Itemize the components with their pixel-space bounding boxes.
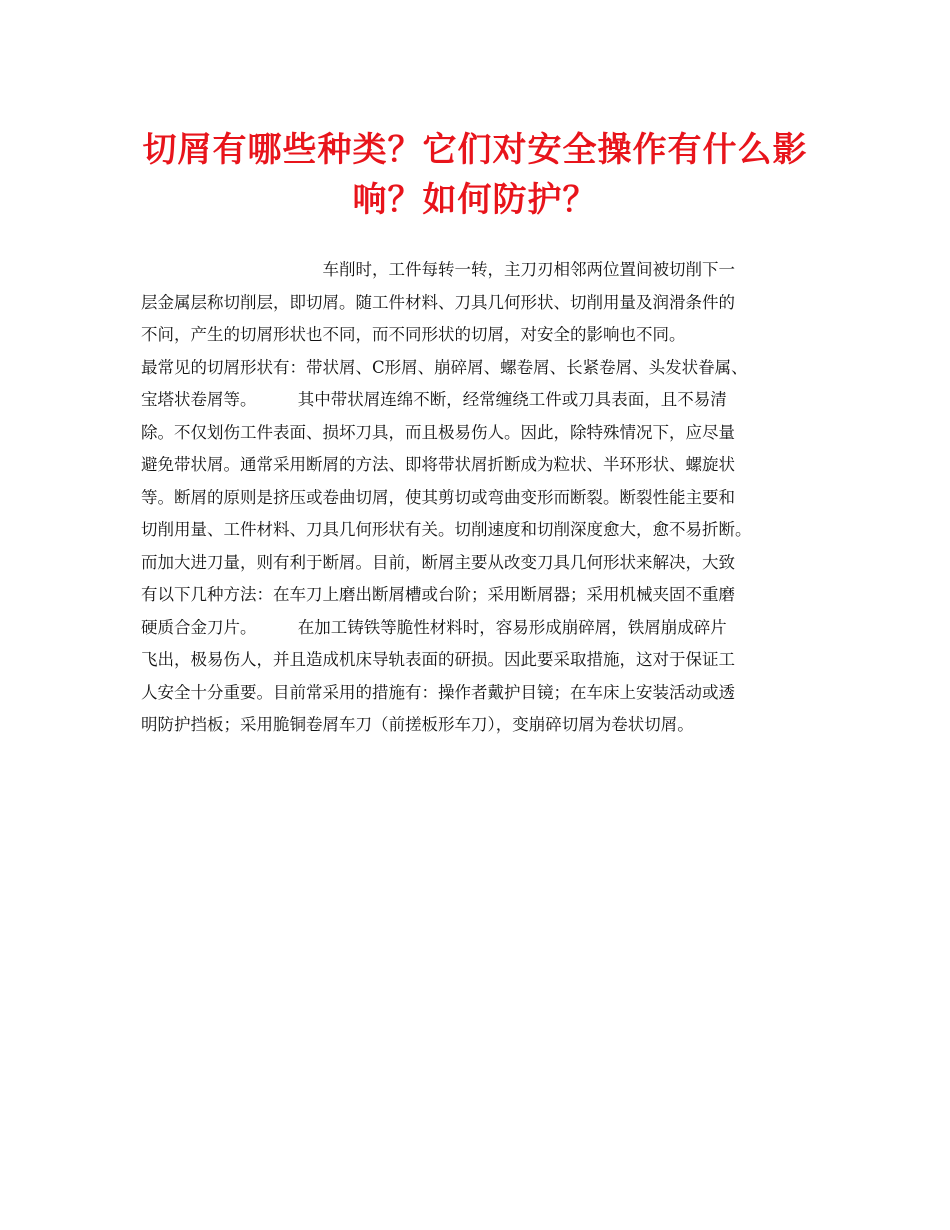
body-line: 层金属层称切削层，即切屑。随工件材料、刀具几何形状、切削用量及润滑条件的 [141,292,735,312]
body-line: 有以下几种方法：在车刀上磨出断屑槽或台阶；采用断屑器；采用机械夹固不重磨 [141,585,735,604]
body-line: 车削时，工件每转一转，主刀刃相邻两位置间被切削下一 [141,260,735,279]
body-line: 硬质合金刀片。 在加工铸铁等脆性材料时，容易形成崩碎屑，铁屑崩成碎片 [141,617,727,637]
body-line: 避免带状屑。通常采用断屑的方法、即将带状屑折断成为粒状、半环形状、螺旋状 [141,455,735,474]
body-line: 而加大进刀量，则有利于断屑。目前，断屑主要从改变刀具几何形状来解决，大致 [141,552,735,572]
body-line: 等。断屑的原则是挤压或卷曲切屑，使其剪切或弯曲变形而断裂。断裂性能主要和 [141,487,735,507]
body-line: 不问，产生的切屑形状也不同，而不同形状的切屑，对安全的影响也不同。 [141,325,686,344]
body-line: 切削用量、工件材料、刀具几何形状有关。切削速度和切削深度愈大，愈不易折断。 [141,520,752,539]
body-line: 人安全十分重要。目前常采用的措施有：操作者戴护目镜；在车床上安装活动或透 [141,682,735,702]
document-title [120,125,830,225]
title-line: 响？如何防护？ [352,180,598,220]
title-line: 切屑有哪些种类？它们对安全操作有什么影 [142,130,808,170]
document-body [141,254,831,742]
body-line: 飞出，极易伤人，并且造成机床导轨表面的研损。因此要采取措施，这对于保证工 [141,650,735,669]
body-line: 最常见的切屑形状有：带状屑、C形屑、崩碎屑、螺卷屑、长紧卷屑、头发状眷属、 [141,357,748,377]
body-line: 宝塔状卷屑等。 其中带状屑连绵不断，经常缠绕工件或刀具表面，且不易清 [141,390,727,409]
body-line: 除。不仅划伤工件表面、损坏刀具，而且极易伤人。因此，除特殊情况下，应尽量 [141,422,735,442]
body-line: 明防护挡板；采用脆铜卷屑车刀（前搓板形车刀），变崩碎切屑为卷状切屑。 [141,715,694,734]
